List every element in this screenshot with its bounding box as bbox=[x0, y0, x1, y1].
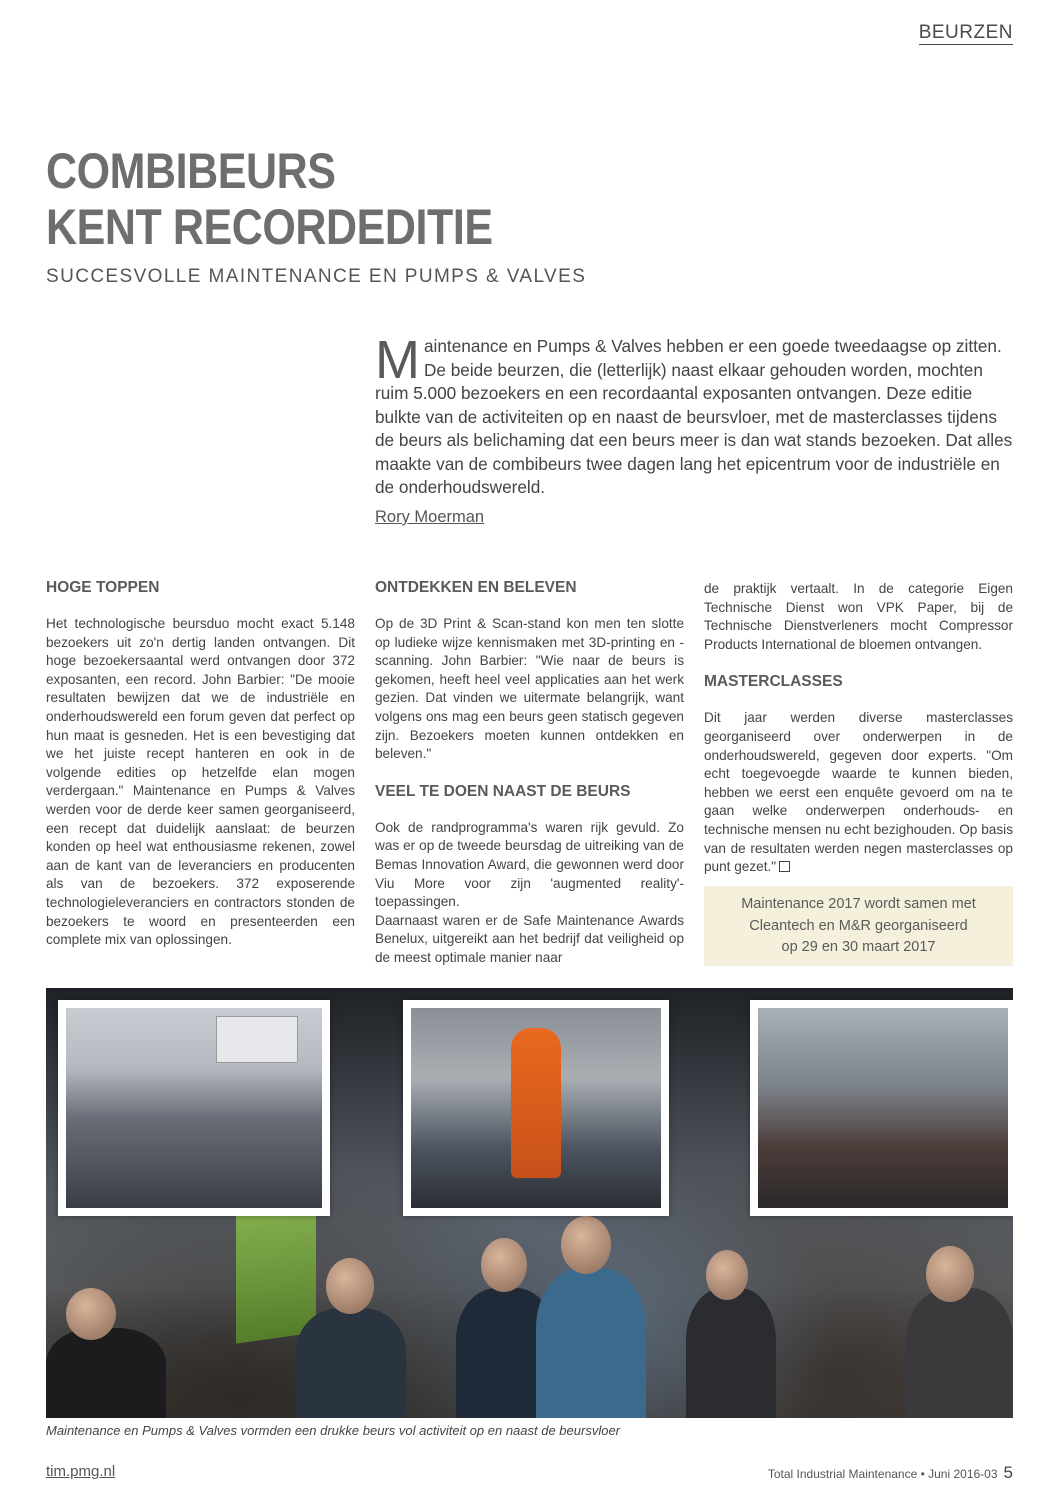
crowd-person-head bbox=[706, 1250, 748, 1300]
heading-hoge-toppen: HOGE TOPPEN bbox=[46, 579, 160, 596]
intro-dropcap: M bbox=[375, 330, 420, 390]
heading-veel-te-doen: VEEL TE DOEN NAAST DE BEURS bbox=[375, 782, 631, 800]
crowd-person bbox=[536, 1268, 646, 1418]
inset-photo-masterclass bbox=[58, 1000, 330, 1216]
end-of-article-icon bbox=[779, 861, 790, 872]
column2-paragraph-1: Op de 3D Print & Scan-stand kon men ten slotte op ludieke wijze kennismaken met 3D-printing en -scanning. John Barbier: "Wie naar de beurs is gekomen, heeft heel veel applicaties aan het werk gezien. Dat vinden we uitermate belangrijk, want volgens ons mag een beurs geen statisch gegeven zijn. Bezoekers moeten kunnen ontdekken en beleven." bbox=[375, 616, 684, 762]
author-byline[interactable]: Rory Moerman bbox=[375, 508, 485, 526]
column3-paragraph-2 bbox=[704, 709, 1013, 876]
presentation-screen bbox=[216, 1016, 298, 1063]
crowd-person-head bbox=[326, 1258, 374, 1314]
article-column-1 bbox=[46, 578, 355, 950]
callout-line-3: op 29 en 30 maart 2017 bbox=[781, 939, 936, 955]
rescue-worker bbox=[511, 1028, 561, 1178]
article-intro bbox=[375, 330, 1015, 500]
footer-publication bbox=[768, 1463, 1013, 1483]
footer-website-link[interactable]: tim.pmg.nl bbox=[46, 1463, 116, 1480]
heading-masterclasses: MASTERCLASSES bbox=[704, 673, 843, 691]
headline-line-1: COMBIBEURS bbox=[46, 143, 336, 199]
inset-photo-rescue-demo bbox=[403, 1000, 669, 1216]
column2-paragraph-3: Daarnaast waren er de Safe Maintenance Awards Benelux, uitgereikt aan het bedrijf dat veiligheid op de meest optimale manier naar bbox=[375, 912, 684, 965]
column2-paragraph-2: Ook de randprogramma's waren rijk gevuld. Zo was er op de tweede beursdag de uitreiking van de Bemas Innovation Award, die gewonnen werd door Viu More voor zijn 'augmented reality'-toepassingen. bbox=[375, 819, 684, 910]
crowd-person-head bbox=[926, 1246, 974, 1302]
column3-paragraph-1: de praktijk vertaalt. In de categorie Eigen Technische Dienst won VPK Paper, bij de Technische Dienstverleners mocht Compressor Products International de bloemen ontvangen. bbox=[704, 581, 1013, 652]
heading-ontdekken-en-beleven: ONTDEKKEN EN BELEVEN bbox=[375, 579, 577, 596]
crowd-person bbox=[686, 1288, 776, 1418]
column1-paragraph: Het technologische beursduo mocht exact 5.148 bezoekers uit zo'n dertig landen ontvangen. Dit hoge bezoekersaantal werd ontvangen door 372 exposanten, een record. John Barbier: "De mooie resultaten bewijzen dat we de industriële en onderhoudswereld een forum geven dat perfect op hun maat is gesneden. Het is een bevestiging dat we het juiste recept hanteren en ook in de volgende edities op hetzelfde elan mogen verdergaan." Maintenance en Pumps & Valves werden voor de derde keer samen georganiseerd, een recept dat duidelijk aanslaat: de beurzen konden op heel wat enthousiasme rekenen, zowel aan de kant van de leveranciers en producenten als van de bezoekers. 372 exposerende technologieleveranciers en contractors stonden de bezoekers te woord en presenteerden een complete mix van oplossingen. bbox=[46, 616, 355, 948]
inset-photo-demonstration bbox=[750, 1000, 1013, 1216]
crowd-person bbox=[906, 1288, 1013, 1418]
article-column-2 bbox=[375, 578, 684, 968]
section-tag: BEURZEN bbox=[918, 22, 1013, 43]
crowd-person bbox=[296, 1308, 406, 1418]
crowd-person bbox=[46, 1328, 166, 1418]
callout-line-1: Maintenance 2017 wordt samen met bbox=[741, 896, 976, 912]
green-banner bbox=[236, 1202, 316, 1343]
crowd-person-head bbox=[561, 1216, 611, 1274]
crowd-person-head bbox=[66, 1288, 116, 1340]
headline-line-2: KENT RECORDEDITIE bbox=[46, 199, 493, 255]
intro-text: aintenance en Pumps & Valves hebben er een goede tweedaagse op zitten. De beide beurzen, die (letterlijk) naast elkaar gehouden worden, mochten ruim 5.000 bezoekers en een recordaantal exposanten ontvangen. Deze editie bulkte van de activiteiten op en naast de beursvloer, met de masterclasses tijdens de beurs als belichaming dat een beurs meer is dan wat stands bezoeken. Dat alles maakte van de combibeurs twee dagen lang het epicentrum voor de industriële en de onderhoudswereld. bbox=[375, 336, 1013, 497]
trade-fair-photo bbox=[46, 988, 1013, 1418]
article-column-3 bbox=[704, 580, 1013, 877]
article-subheadline: SUCCESVOLLE MAINTENANCE EN PUMPS & VALVES bbox=[46, 266, 587, 287]
photo-caption: Maintenance en Pumps & Valves vormden een drukke beurs vol activiteit op en naast de beursvloer bbox=[46, 1423, 621, 1438]
footer-publication-name: Total Industrial Maintenance • Juni 2016-03 bbox=[767, 1467, 998, 1481]
page-number: 5 bbox=[1003, 1463, 1013, 1482]
info-callout bbox=[704, 886, 1013, 966]
callout-line-2: Cleantech en M&R georganiseerd bbox=[749, 917, 968, 934]
crowd-person-head bbox=[481, 1238, 527, 1292]
article-headline bbox=[46, 143, 596, 255]
column3-paragraph-2-text: Dit jaar werden diverse masterclasses georganiseerd over onderwerpen in de onderhoudswereld, gegeven door experts. "Om echt toegevoegde waarde te kunnen bieden, hebben we eerst een enquête gevoerd om na te gaan welke onderwerpen onderhouds- en technische mensen nu echt bezighouden. Op basis van de resultaten werden negen masterclasses op punt gezet." bbox=[704, 710, 1013, 875]
